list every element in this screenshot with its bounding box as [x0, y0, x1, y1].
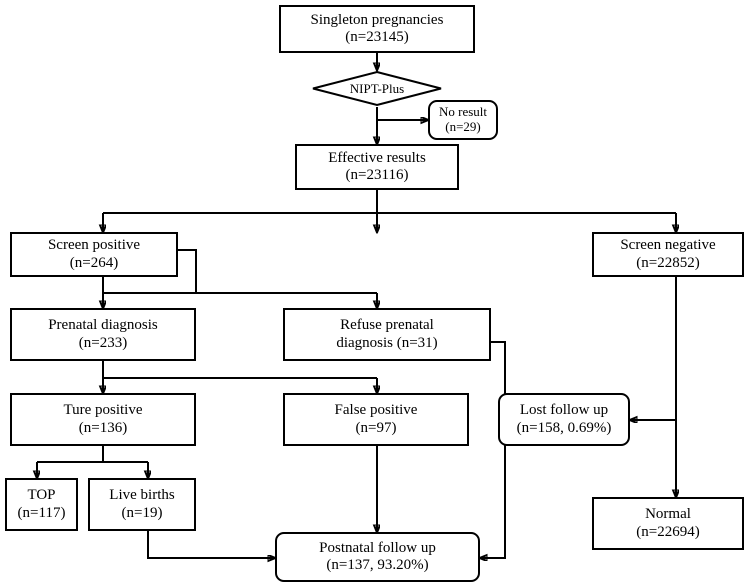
node-line-1: False positive — [334, 402, 418, 419]
node-false-positive[interactable] — [283, 393, 469, 446]
node-line-1: TOP — [27, 487, 56, 504]
node-line-2: (n=22694) — [636, 523, 700, 540]
node-line-2: (n=117) — [17, 504, 66, 521]
node-effective-results[interactable] — [295, 144, 459, 190]
node-lost-follow-up[interactable] — [498, 393, 630, 446]
node-line-1: No result — [438, 104, 488, 120]
node-line-2: (n=233) — [78, 334, 128, 351]
node-singleton-pregnancies[interactable] — [279, 5, 475, 53]
node-line-2: (n=23145) — [345, 29, 409, 45]
node-line-2: (n=137, 93.20%) — [326, 557, 429, 573]
node-line-1: NIPT-Plus — [349, 80, 405, 96]
node-line-1: Refuse prenatal — [340, 317, 434, 334]
node-line-2: (n=97) — [355, 419, 397, 436]
node-line-1: Lost follow up — [519, 402, 609, 419]
node-normal[interactable] — [592, 497, 744, 550]
node-refuse-prenatal-diagnosis[interactable] — [283, 308, 491, 361]
node-line-2: (n=19) — [121, 504, 163, 521]
node-screen-negative[interactable] — [592, 232, 744, 277]
node-line-1: Live births — [109, 487, 175, 504]
node-screen-positive[interactable] — [10, 232, 178, 277]
node-line-1: Ture positive — [63, 402, 143, 419]
node-no-result[interactable] — [428, 100, 498, 140]
node-line-1: Screen positive — [47, 237, 141, 254]
node-line-2: (n=158, 0.69%) — [516, 419, 612, 436]
node-live-births[interactable] — [88, 478, 196, 531]
node-line-2: (n=23116) — [345, 167, 409, 183]
node-line-1: Screen negative — [620, 237, 716, 254]
node-line-2: diagnosis (n=31) — [336, 334, 438, 351]
node-line-1: Prenatal diagnosis — [48, 317, 158, 334]
node-postnatal-follow-up[interactable] — [275, 532, 480, 582]
node-line-2: (n=29) — [445, 119, 481, 134]
node-line-2: (n=264) — [69, 254, 119, 271]
node-true-positive[interactable] — [10, 393, 196, 446]
node-prenatal-diagnosis[interactable] — [10, 308, 196, 361]
node-line-2: (n=136) — [78, 419, 128, 436]
node-line-1: Effective results — [328, 149, 426, 166]
node-line-1: Normal — [645, 506, 691, 523]
node-top[interactable] — [5, 478, 78, 531]
node-nipt-plus-decision[interactable] — [311, 70, 443, 107]
node-line-2: (n=22852) — [636, 254, 700, 271]
node-line-1: Singleton pregnancies — [310, 11, 444, 28]
node-line-1: Postnatal follow up — [319, 539, 436, 556]
